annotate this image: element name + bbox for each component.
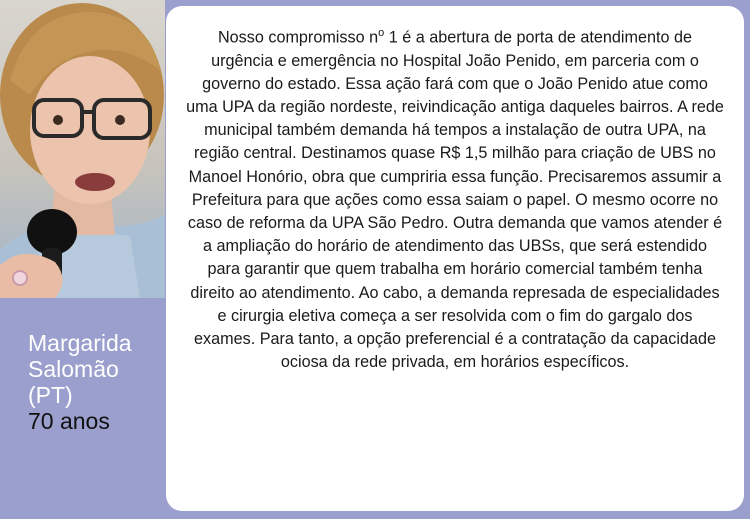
ordinal-indicator: o xyxy=(378,27,385,39)
candidate-party: (PT) xyxy=(28,382,73,408)
candidate-portrait-illustration xyxy=(0,0,165,298)
candidate-caption xyxy=(28,330,158,434)
quote-card xyxy=(166,6,744,511)
candidate-age: 70 anos xyxy=(28,408,110,434)
statement-text-rest: 1 é a abertura de porta de atendimento de urgência e emergência no Hospital João Penido, em parceria com o governo do estado. Essa ação fará com que o João Penido atue como uma UPA da região nordeste, reivindicação antiga daqueles bairros. A rede municipal também demanda há tempos a instalação de outra UPA, na região central. Destinamos quase R$ 1,5 milhão para criação de UBS no Manoel Honório, obra que cumpriria essa função. Precisaremos assumir a Prefeitura para que ações como essa saiam o papel. O mesmo ocorre no caso de reforma da UPA São Pedro. Outra demanda que vamos atender é a ampliação do horário de atendimento das UBSs, que será estendido para garantir que quem trabalha em horário comercial também tenha direito ao atendimento. Ao cabo, a demanda represada de especialidades e cirurgia eletiva começa a ser resolvida com o fim do gargalo dos exames. Para tanto, a opção preferencial é a contratação da capacidade ociosa da rede privada, em horários específicos. xyxy=(186,28,724,372)
candidate-photo xyxy=(0,0,165,298)
candidate-first-name: Margarida xyxy=(28,330,132,356)
candidate-statement xyxy=(186,22,724,374)
candidate-last-name: Salomão xyxy=(28,356,119,382)
statement-text-start: Nosso compromisso n xyxy=(217,28,379,47)
